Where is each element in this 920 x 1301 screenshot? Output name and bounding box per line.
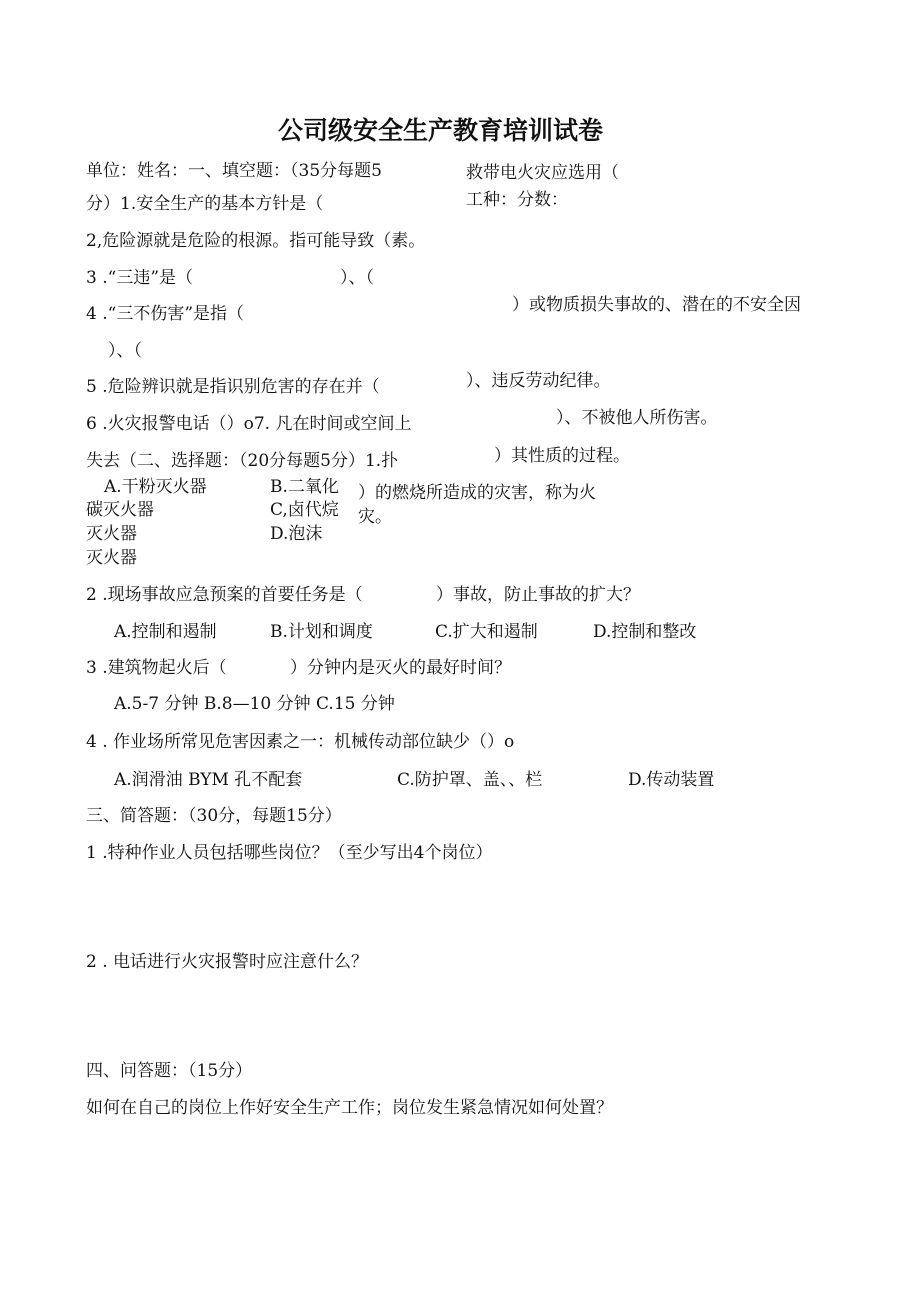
section-essay-heading: 四、问答题：（15分） [86, 1061, 253, 1081]
fill-question-7-right: ）其性质的过程。 [494, 446, 630, 466]
choice-1-option-d: D.泡沫 [270, 524, 323, 544]
choice-question-3: 3 .建筑物起火后（ [86, 658, 227, 678]
essay-question-1: 如何在自己的岗位上作好安全生产工作；岗位发生紧急情况如何处置？ [86, 1098, 613, 1118]
section-short-answer-heading: 三、简答题：（30分，每题15分） [86, 806, 342, 826]
choice-question-2-end: ）事故，防止事故的扩大？ [436, 585, 640, 605]
choice-1-option-c: C,卤代烷 [270, 500, 339, 520]
choice-4-option-c: C.防护罩、盖、、栏 [397, 770, 543, 790]
choice-1-option-b: B.二氧化 [270, 477, 339, 497]
header-line-2: 分）1.安全生产的基本方针是（ [86, 194, 324, 214]
choice-2-option-a: A.控制和遏制 [114, 622, 217, 642]
fill-question-3: 3 .“三违”是（ [86, 268, 194, 288]
choice-4-option-a: A.润滑油 BYM 孔不配套 [114, 770, 303, 790]
choice-2-option-d: D.控制和整改 [593, 622, 697, 642]
fill-question-6-right: ）、不被他人所伤害。 [556, 408, 718, 428]
short-answer-question-1: 1 .特种作业人员包括哪些岗位？（至少写出4个岗位） [86, 843, 493, 863]
short-answer-question-2: 2 . 电话进行火灾报警时应注意什么？ [86, 952, 369, 972]
choice-1-option-c-cont: 灭火器 [86, 524, 137, 544]
header-line-1: 单位：姓名：一、填空题：（35分每题5 [86, 161, 382, 181]
page-title: 公司级安全生产教育培训试卷 [278, 116, 604, 145]
choice-1-option-d-cont: 灭火器 [86, 548, 137, 568]
fill-question-6: 6 .火灾报警电话（）o7. 凡在时间或空间上 [86, 414, 412, 434]
fill-question-5: 5 .危险辨识就是指识别危害的存在并（ [86, 377, 380, 397]
header-line-2-right: 工种：分数： [466, 190, 568, 210]
choice-3-options: A.5-7 分钟 B.8—10 分钟 C.15 分钟 [114, 694, 395, 714]
choice-question-3-end: ）分钟内是灭火的最好时间？ [290, 658, 511, 678]
fill-question-7-cont: 失去（二、选择题：（20分每题5分）1.扑 [86, 451, 399, 471]
fill-question-3-blank: ）、（ [340, 268, 374, 288]
choice-2-option-b: B.计划和调度 [270, 622, 373, 642]
fill-question-5-right: ）、违反劳动纪律。 [466, 371, 611, 391]
choice-4-option-d: D.传动装置 [628, 770, 715, 790]
choice-question-2: 2 .现场事故应急预案的首要任务是（ [86, 585, 363, 605]
fill-question-4-cont: ）、（ [108, 341, 142, 361]
choice-1-stem-cont: 灾。 [358, 507, 392, 527]
choice-1-stem: ）的燃烧所造成的灾害，称为火 [358, 483, 596, 503]
choice-2-option-c: C.扩大和遏制 [435, 622, 538, 642]
choice-1-option-b-cont: 碳灭火器 [86, 500, 154, 520]
fill-question-2: 2,危险源就是危险的根源。指可能导致（素。 [86, 231, 426, 251]
fill-question-4-right: ）或物质损失事故的、潜在的不安全因 [512, 295, 801, 315]
fill-question-4: 4 .“三不伤害”是指（ [86, 304, 245, 324]
choice-1-option-a: A.干粉灭火器 [104, 477, 207, 497]
header-line-1-right: 救带电火灾应选用（ [466, 163, 619, 183]
choice-question-4: 4 . 作业场所常见危害因素之一：机械传动部位缺少（）o [86, 732, 515, 752]
